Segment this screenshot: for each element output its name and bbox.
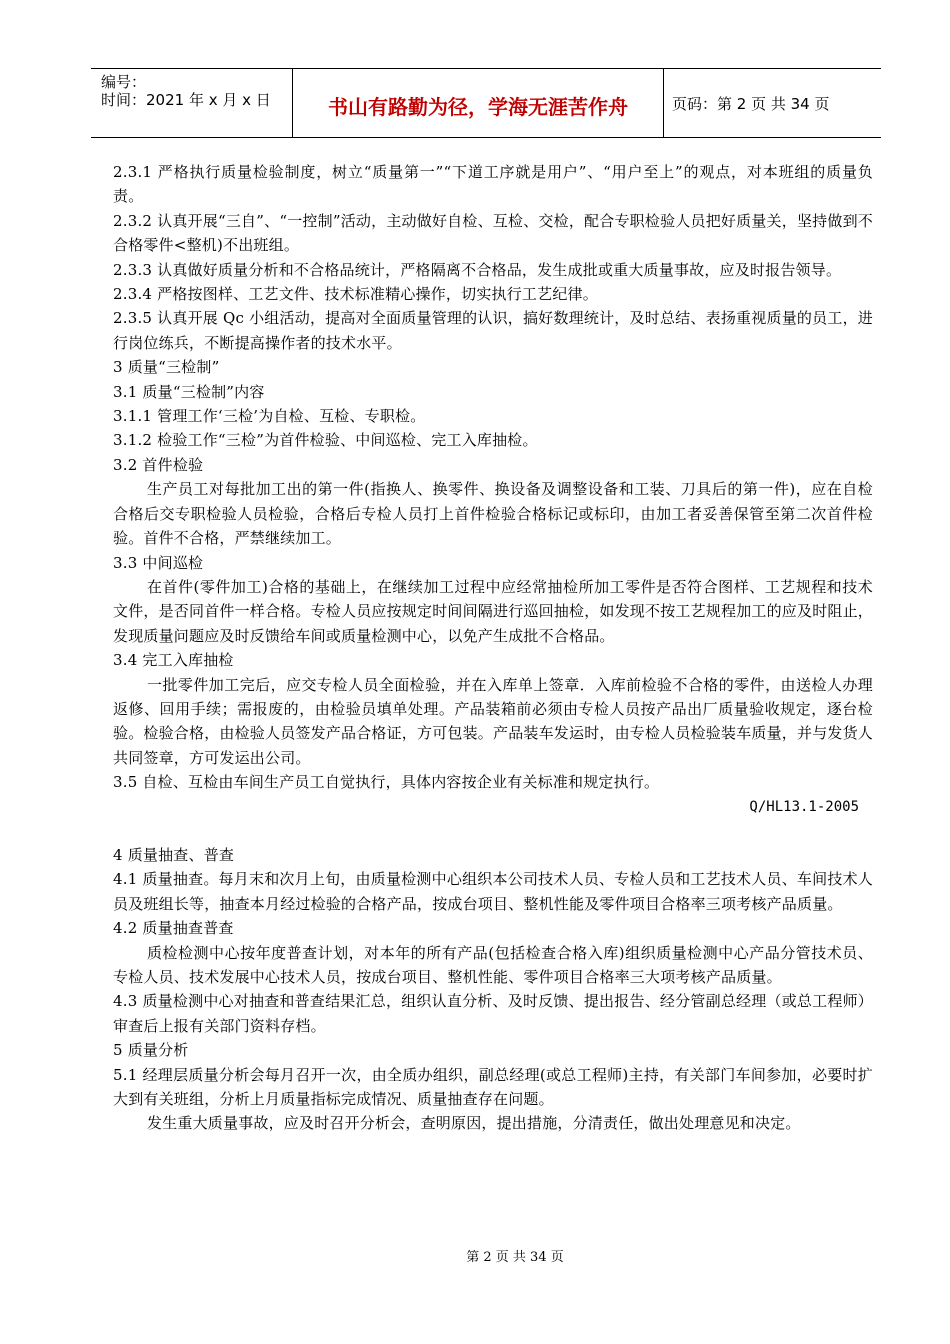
paragraph: 4.3 质量检测中心对抽查和普查结果汇总，组织认直分析、及时反馈、提出报告、经分管副总经理（或总工程师）审查后上报有关部门资料存档。	[113, 992, 873, 1035]
header-motto-cell	[293, 69, 664, 137]
paragraph: 5.1 经理层质量分析会每月召开一次，由全质办组织，副总经理(或总工程师)主持，有关部门车间参加，必要时扩大到有关班组，分析上月质量指标完成情况、质量抽查存在问题。	[113, 1065, 873, 1109]
paragraph: 3.1 质量“三检制”内容	[113, 382, 265, 401]
paragraph: 4.1 质量抽查。每月末和次月上旬，由质量检测中心组织本公司技术人员、专检人员和工艺技术人员、车间技术人员及班组长等，抽查本月经过检验的合格产品，按成台项目、整机性能及零件项目合格率三项考核产品质量。	[113, 870, 873, 913]
paragraph: 2.3.1 严格执行质量检验制度，树立“质量第一”“下道工序就是用户”、“用户至上”的观点，对本班组的质量负责。	[113, 163, 873, 206]
paragraph: 5 质量分析	[113, 1041, 189, 1060]
paragraph: 3.4 完工入库抽检	[113, 651, 234, 670]
page-footer: 第 2 页 共 34 页	[466, 1250, 564, 1265]
paragraph: 3.1.1 管理工作‘三检’为自检、互检、专职检。	[113, 407, 426, 426]
paragraph: 3 质量“三检制”	[113, 358, 220, 377]
code-label: 编号：	[101, 73, 147, 91]
paragraph: 一批零件加工完后，应交专检人员全面检验，并在入库单上签章．入库前检验不合格的零件，由送检人办理返修、回用手续；需报废的，由检验员填单处理。产品装箱前必须由专检人员按产品出厂质量验收规定，逐台检验。检验合格，由检验人员签发产品合格证，方可包装。产品装车发运时，由专检人员检验装车质量，并与发货人共同签章，方可发运出公司。	[113, 675, 874, 767]
paragraph: 在首件(零件加工)合格的基础上，在继续加工过程中应经常抽检所加工零件是否符合图样、工艺规程和技术文件，是否同首件一样合格。专检人员应按规定时间间隔进行巡回抽检，如发现不按工艺规程加工的应及时阻止，发现质量问题应及时反馈给车间或质量检测中心，以免产生成批不合格品。	[113, 577, 874, 645]
paragraph: 2.3.4 严格按图样、工艺文件、技术标准精心操作，切实执行工艺纪律。	[113, 285, 598, 304]
paragraph: 发生重大质量事故，应及时召开分析会，查明原因，提出措施，分清责任，做出处理意见和决定。	[147, 1114, 801, 1133]
header-meta-cell	[91, 69, 293, 137]
standard-code: Q/HL13.1-2005	[749, 798, 859, 815]
paragraph: 3.5 自检、互检由车间生产员工自觉执行，具体内容按企业有关标准和规定执行。	[113, 773, 660, 792]
document-body	[113, 160, 873, 1136]
section-1-paragraphs	[113, 160, 873, 795]
paragraph: 2.3.2 认真开展“三自”、“一控制”活动，主动做好自检、互检、交检，配合专职检验人员把好质量关，坚持做到不合格零件<整机)不出班组。	[113, 211, 873, 255]
time-label: 时间：2021 年 x 月 x 日	[101, 91, 271, 109]
paragraph: 2.3.3 认真做好质量分析和不合格品统计，严格隔离不合格品，发生成批或重大质量事故，应及时报告领导。	[113, 260, 842, 279]
page-info: 页码：第 2 页 共 34 页	[672, 95, 830, 113]
paragraph: 2.3.5 认真开展 Qc 小组活动，提高对全面质量管理的认识，搞好数理统计，及时总结、表扬重视质量的员工，进行岗位练兵，不断提高操作者的技术水平。	[113, 309, 873, 352]
paragraph: 3.3 中间巡检	[113, 553, 204, 572]
motto: 书山有路勤为径，学海无涯苦作舟	[328, 95, 628, 119]
paragraph: 生产员工对每批加工出的第一件(指换人、换零件、换设备及调整设备和工装、刀具后的第一件)，应在自检合格后交专职检验人员检验，合格后专检人员打上首件检验合格标记或标印，由加工者妥善保管至第二次首件检验。首件不合格，严禁继续加工。	[113, 480, 873, 548]
spacer	[113, 819, 873, 843]
paragraph: 质检检测中心按年度普查计划，对本年的所有产品(包括检查合格入库)组织质量检测中心产品分管技术员、专检人员、技术发展中心技术人员，按成台项目、整机性能、零件项目合格率三大项考核产品质量。	[113, 943, 873, 986]
paragraph: 4 质量抽查、普查	[113, 845, 235, 864]
paragraph: 3.1.2 检验工作“三检”为首件检验、中间巡检、完工入库抽检。	[113, 431, 538, 450]
paragraph: 3.2 首件检验	[113, 455, 204, 474]
header-table	[91, 68, 881, 138]
header-page-cell	[664, 69, 881, 137]
section-2-paragraphs	[113, 843, 873, 1136]
paragraph: 4.2 质量抽查普查	[113, 919, 234, 938]
